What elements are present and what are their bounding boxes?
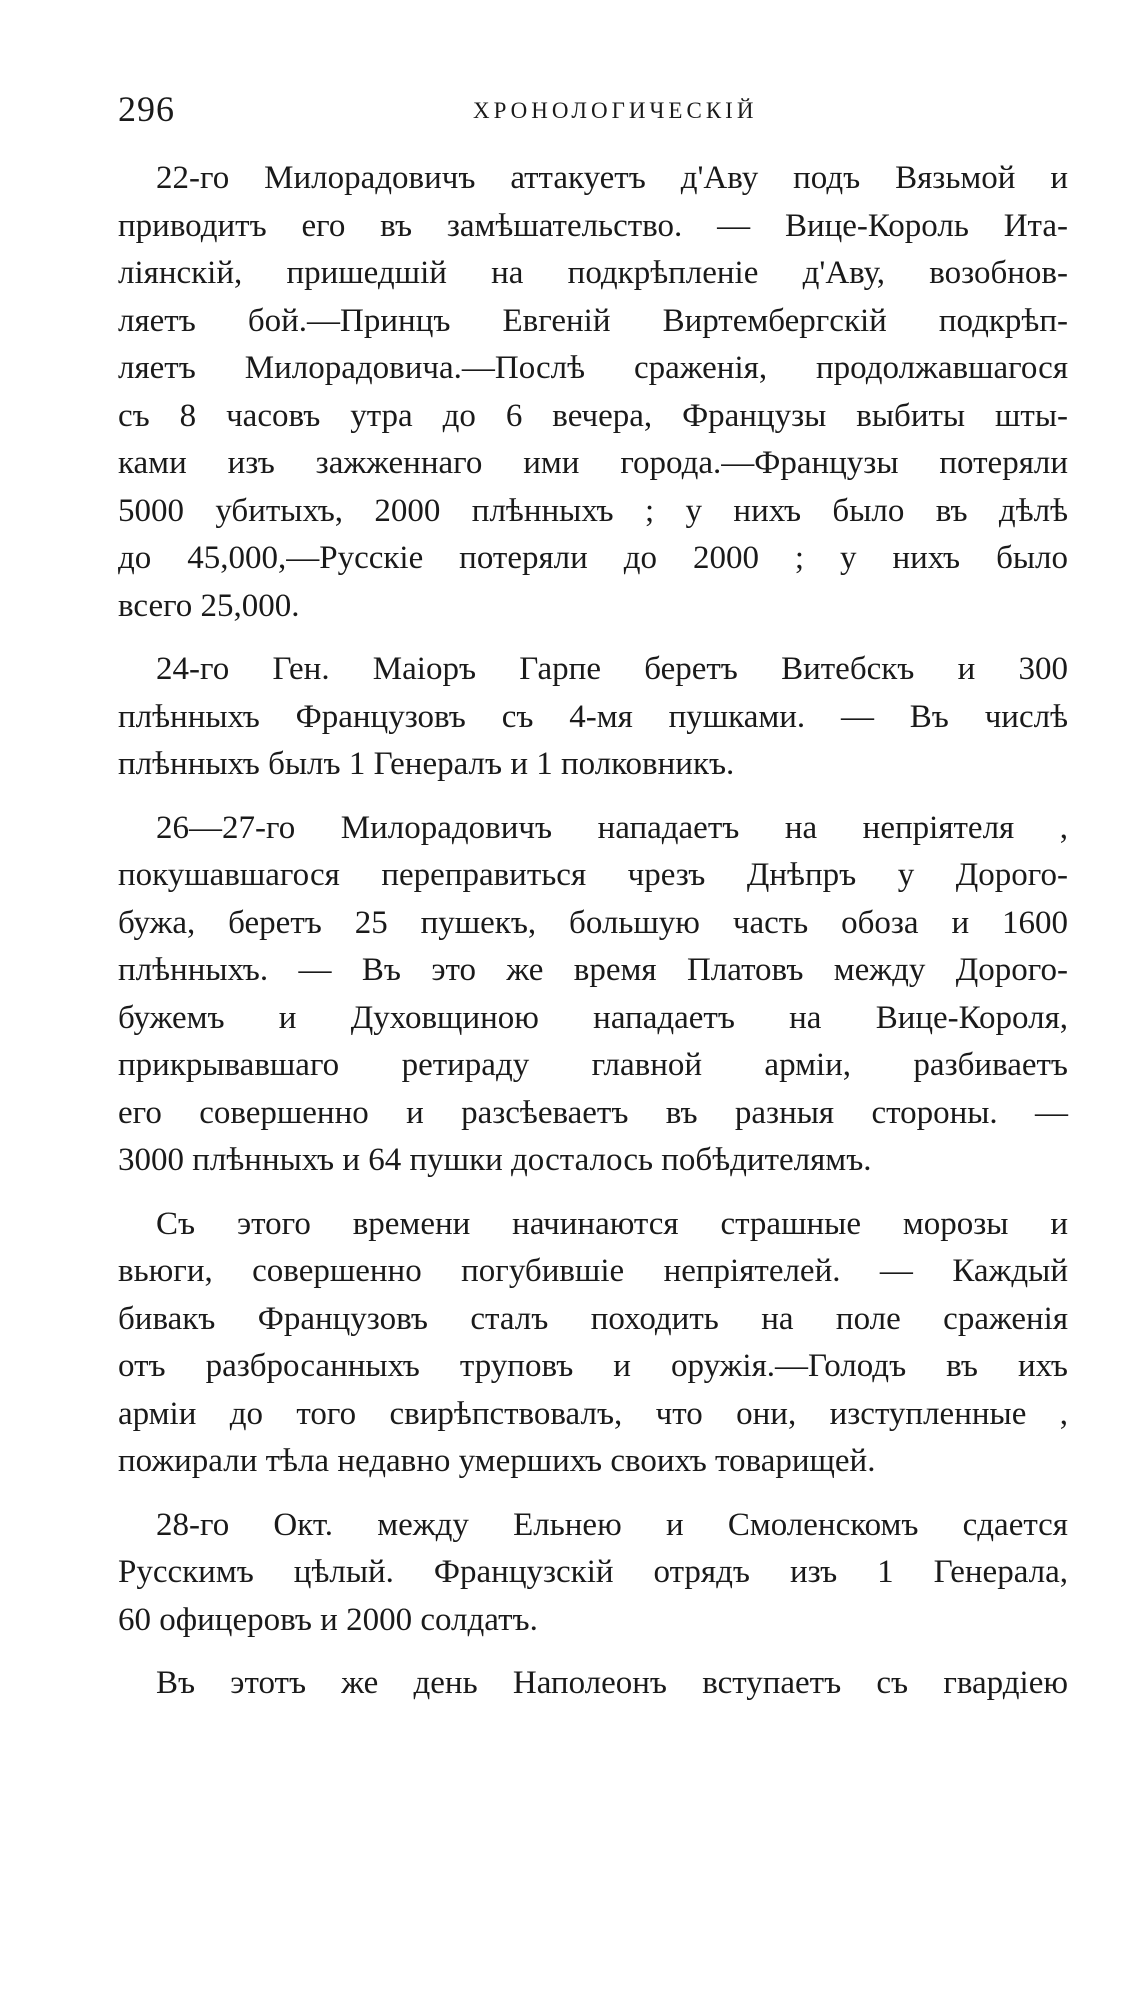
text-line: 60 офицеровъ и 2000 солдатъ. <box>118 1601 538 1638</box>
text-line: 5000 убитыхъ, 2000 плѣнныхъ ; у нихъ было въ дѣлѣ <box>118 492 1068 529</box>
text-line: арміи до того свирѣпствовалъ, что они, изступленные , <box>118 1395 1068 1432</box>
paragraph-22 <box>118 155 1068 630</box>
text-line: 22-го Милорадовичъ аттакуетъ д'Аву подъ Вязьмой и <box>156 160 1068 196</box>
text-line: 24-го Ген. Маіоръ Гарпе беретъ Витебскъ и 300 <box>156 651 1068 687</box>
text-line: бужемъ и Духовщиною нападаетъ на Вице-Короля, <box>118 999 1068 1036</box>
text-line: ками изъ зажженнаго ими города.—Французы потеряли <box>118 445 1068 481</box>
text-line: приводитъ его въ замѣшательство. — Вице-Король Ита- <box>118 207 1068 244</box>
paragraph-24 <box>118 646 1068 789</box>
text-line: съ 8 часовъ утра до 6 вечера, Французы выбиты шты- <box>118 397 1068 434</box>
body-text <box>118 155 1068 1724</box>
text-line: 26—27-го Милорадовичъ нападаетъ на непріятеля , <box>156 809 1068 846</box>
text-line: плѣнныхъ былъ 1 Генералъ и 1 полковникъ. <box>118 746 735 782</box>
paragraph-napoleon <box>118 1660 1068 1708</box>
text-line: ляетъ бой.—Принцъ Евгеній Виртембергскій подкрѣп- <box>118 302 1068 339</box>
text-line: покушавшагося переправиться чрезъ Днѣпръ у Дорого- <box>118 857 1068 893</box>
text-line: 28-го Окт. между Ельнею и Смоленскомъ сдается <box>156 1506 1068 1543</box>
text-line: Съ этого времени начинаются страшные морозы и <box>156 1205 1068 1242</box>
text-line: его совершенно и разсѣеваетъ въ разныя стороны. — <box>118 1094 1068 1131</box>
running-head <box>118 88 1068 138</box>
text-line: бивакъ Французовъ сталъ походить на поле сраженія <box>118 1300 1068 1337</box>
text-line: бужа, беретъ 25 пушекъ, большую часть обоза и 1600 <box>118 904 1068 941</box>
text-line: пожирали тѣла недавно умершихъ своихъ товарищей. <box>118 1443 876 1479</box>
text-line: до 45,000,—Русскіе потеряли до 2000 ; у нихъ было <box>118 540 1068 576</box>
text-line: Русскимъ цѣлый. Французскій отрядъ изъ 1 Генерала, <box>118 1554 1068 1590</box>
text-line: Въ этотъ же день Наполеонъ вступаетъ съ гвардіею <box>156 1665 1068 1701</box>
text-line: ліянскій, пришедшій на подкрѣпленіе д'Аву, возобнов- <box>118 255 1068 291</box>
text-line: прикрывавшаго ретираду главной арміи, разбиваетъ <box>118 1047 1068 1083</box>
text-line: плѣнныхъ Французовъ съ 4-мя пушками. — Въ числѣ <box>118 698 1068 735</box>
text-line: плѣнныхъ. — Въ это же время Платовъ между Дорого- <box>118 952 1068 988</box>
page-number: 296 <box>118 89 175 129</box>
text-line: вьюги, совершенно погубившіе непріятелей. — Каждый <box>118 1253 1068 1289</box>
paragraph-28 <box>118 1502 1068 1645</box>
paragraph-frosts <box>118 1201 1068 1486</box>
text-line: 3000 плѣнныхъ и 64 пушки досталось побѣдителямъ. <box>118 1142 872 1178</box>
paragraph-26-27 <box>118 805 1068 1185</box>
text-line: ляетъ Милорадовича.—Послѣ сраженія, продолжавшагося <box>118 350 1068 386</box>
text-line: всего 25,000. <box>118 587 300 624</box>
running-title: ХРОНОЛОГИЧЕСКІЙ <box>473 98 758 123</box>
text-line: отъ разбросанныхъ труповъ и оружія.—Голодъ въ ихъ <box>118 1348 1068 1384</box>
